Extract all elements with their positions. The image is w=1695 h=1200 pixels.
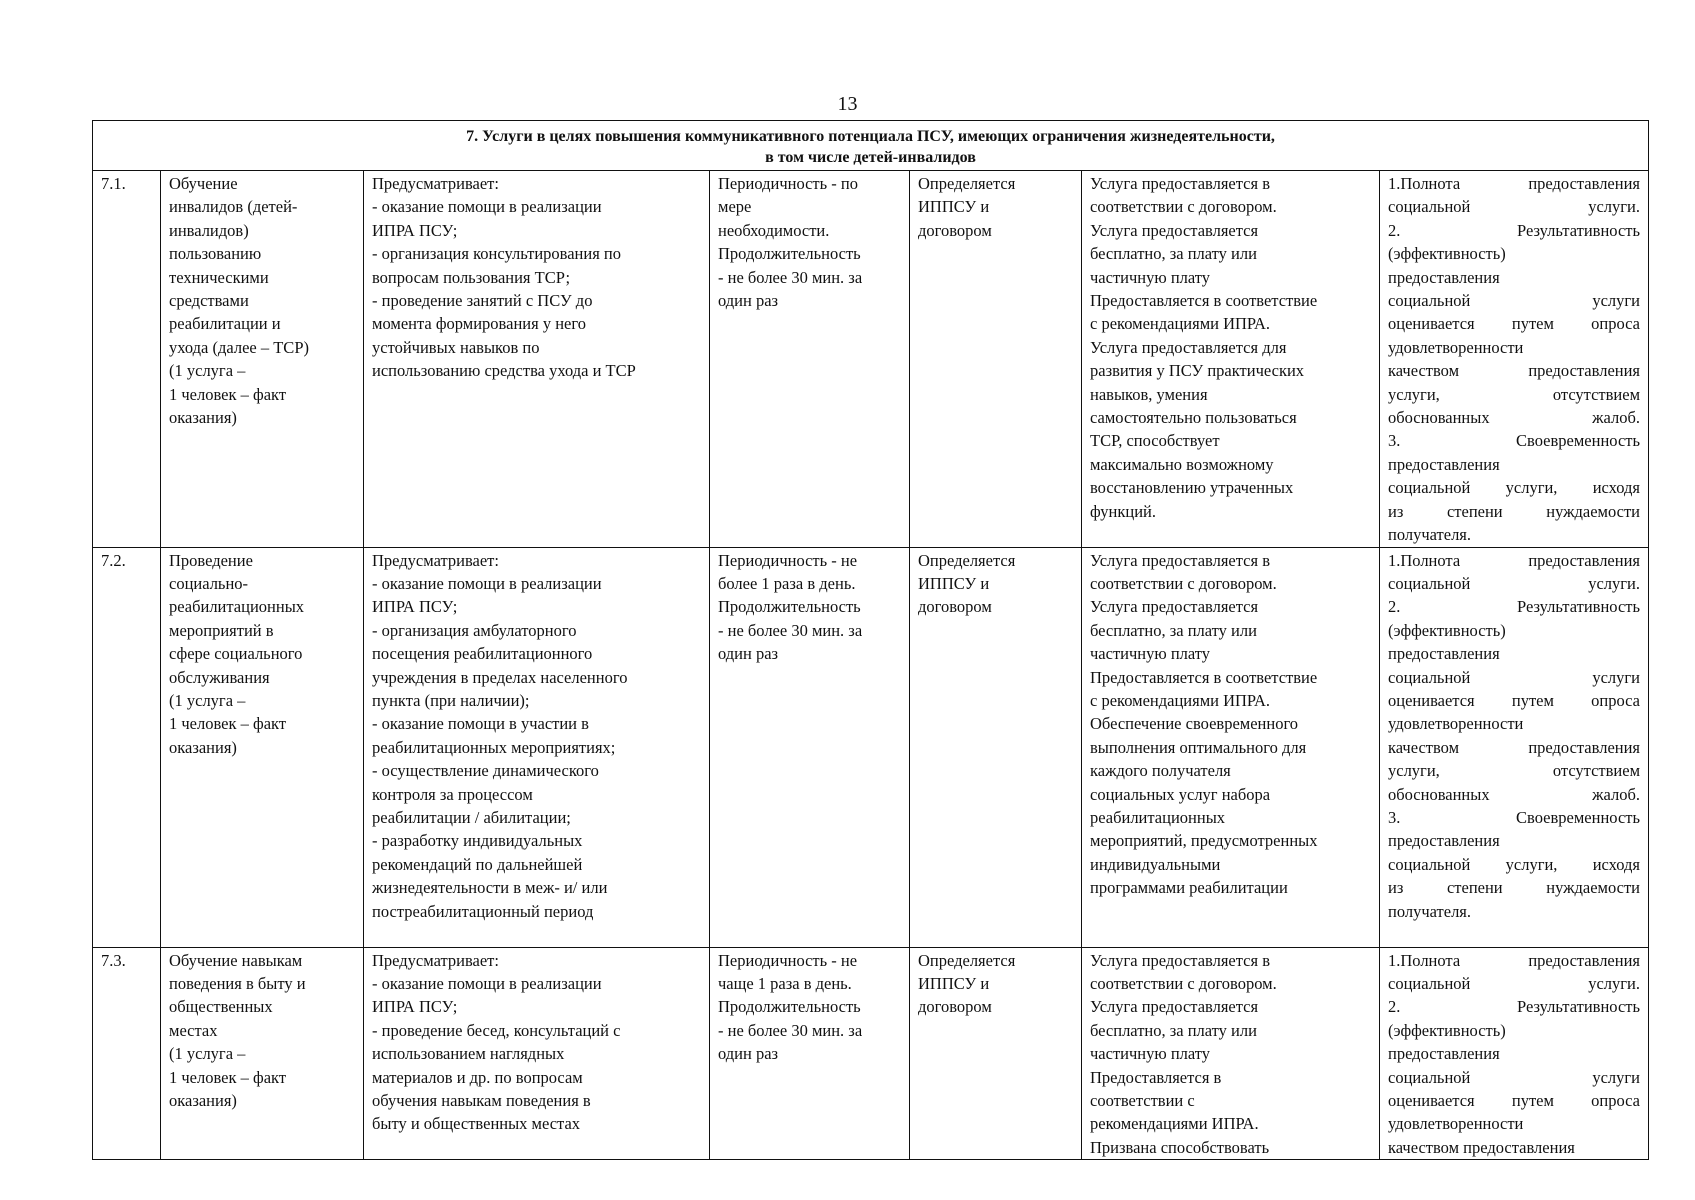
cell-text-line: социальной услуги, исходя: [1388, 854, 1641, 874]
cell-text-line: ИПРА ПСУ;: [372, 220, 458, 240]
cell-text-line: Услуга предоставляется: [1090, 597, 1259, 617]
section-title-line: 7. Услуги в целях повышения коммуникативного потенциала ПСУ, имеющих ограничения жизнедеятельности,: [466, 128, 1275, 145]
cell-text-line: получателя.: [1388, 525, 1472, 545]
cell-text-line: Призвана способствовать: [1090, 1137, 1270, 1157]
cell-text-line: Предоставляется в соответствие: [1090, 667, 1318, 687]
cell-text-line: социальных услуг набора: [1090, 784, 1271, 804]
section-header-row: [93, 121, 1649, 171]
service-conditions-cell: [1082, 947, 1380, 1160]
cell-text-line: Предоставляется в: [1090, 1067, 1222, 1087]
cell-text-line: пользованию: [169, 244, 262, 264]
cell-text-line: Периодичность - по: [718, 174, 858, 193]
cell-text-line: Определяется: [918, 550, 1016, 570]
cell-text-line: 1 человек – факт: [169, 1067, 287, 1087]
section-title: [93, 121, 1649, 171]
cell-text-line: реабилитационных: [169, 597, 305, 617]
cell-text-line: реабилитации / абилитации;: [372, 807, 571, 827]
cell-text-line: соответствии с договором.: [1090, 973, 1277, 993]
cell-text-line: чаще 1 раза в день.: [718, 973, 852, 993]
cell-text-line: 1.Полнота предоставления: [1388, 174, 1641, 193]
cell-text-line: удовлетворенности: [1388, 337, 1524, 357]
cell-text-line: удовлетворенности: [1388, 714, 1524, 734]
cell-text-line: качеством предоставления: [1388, 737, 1641, 757]
cell-text-line: Услуга предоставляется в: [1090, 950, 1270, 970]
cell-text-line: 3. Своевременность: [1388, 431, 1641, 451]
cell-text-line: социальной услуги: [1388, 291, 1641, 311]
cell-text-line: обоснованных жалоб.: [1388, 784, 1641, 804]
cell-text-line: удовлетворенности: [1388, 1114, 1524, 1134]
service-number-cell: 7.3.: [93, 947, 161, 1160]
cell-text-line: (эффективность): [1388, 1020, 1506, 1040]
cell-text-line: договором: [918, 997, 992, 1017]
cell-text-line: Проведение: [169, 550, 253, 570]
cell-text-line: - не более 30 мин. за: [718, 1020, 863, 1040]
cell-text-line: частичную плату: [1090, 267, 1211, 287]
cell-text-line: - оказание помощи в участии в: [372, 714, 589, 734]
cell-text-line: обучения навыкам поведения в: [372, 1090, 591, 1110]
cell-text-line: средствами: [169, 291, 249, 311]
cell-text-line: материалов и др. по вопросам: [372, 1067, 583, 1087]
cell-text-line: Периодичность - не: [718, 550, 858, 570]
cell-text-line: реабилитационных мероприятиях;: [372, 737, 616, 757]
cell-text-line: мероприятий в: [169, 620, 274, 640]
service-conditions-cell: [1082, 547, 1380, 947]
cell-text-line: оценивается путем опроса: [1388, 690, 1641, 710]
cell-text-line: ИППСУ и: [918, 197, 990, 217]
service-determined-cell: [910, 547, 1082, 947]
cell-text-line: качеством предоставления: [1388, 1137, 1575, 1157]
service-determined-cell: [910, 947, 1082, 1160]
cell-text-line: услуги, отсутствием: [1388, 384, 1641, 404]
cell-text-line: договором: [918, 220, 992, 240]
cell-text-line: - организация консультирования по: [372, 244, 621, 264]
cell-text-line: Предоставляется в соответствие: [1090, 291, 1318, 311]
cell-text-line: Определяется: [918, 950, 1016, 970]
cell-text-line: бесплатно, за плату или: [1090, 1020, 1257, 1040]
cell-text-line: постреабилитационный период: [372, 901, 594, 921]
cell-text-line: 3. Своевременность: [1388, 807, 1641, 827]
cell-text-line: - оказание помощи в реализации: [372, 973, 602, 993]
cell-text-line: функций.: [1090, 501, 1156, 521]
cell-text-line: жизнедеятельности в меж- и/ или: [372, 878, 608, 898]
cell-text-line: предоставления: [1388, 454, 1500, 474]
cell-text-line: местах: [169, 1020, 218, 1040]
service-name-cell: [161, 547, 364, 947]
cell-text-line: социальной услуги: [1388, 667, 1641, 687]
cell-text-line: один раз: [718, 644, 779, 664]
service-number-cell: 7.1.: [93, 171, 161, 548]
cell-text-line: бесплатно, за плату или: [1090, 244, 1257, 264]
cell-text-line: ИППСУ и: [918, 973, 990, 993]
cell-text-line: ИПРА ПСУ;: [372, 597, 458, 617]
cell-text-line: один раз: [718, 291, 779, 311]
cell-text-line: предоставления: [1388, 267, 1500, 287]
cell-text-line: частичную плату: [1090, 1044, 1211, 1064]
service-periodicity-cell: [710, 171, 910, 548]
cell-text-line: 2. Результативность: [1388, 997, 1641, 1017]
service-name-cell: [161, 171, 364, 548]
cell-text-line: социальной услуги, исходя: [1388, 478, 1641, 498]
cell-text-line: развития у ПСУ практических: [1090, 361, 1305, 381]
cell-text-line: ИПРА ПСУ;: [372, 997, 458, 1017]
cell-text-line: Предусматривает:: [372, 174, 499, 193]
cell-text-line: (эффективность): [1388, 620, 1506, 640]
cell-text-line: более 1 раза в день.: [718, 573, 856, 593]
cell-text-line: Обучение: [169, 174, 238, 193]
cell-text-line: оказания): [169, 737, 237, 757]
cell-text-line: - оказание помощи в реализации: [372, 573, 602, 593]
cell-text-line: обслуживания: [169, 667, 270, 687]
cell-text-line: соответствии с договором.: [1090, 573, 1277, 593]
cell-text-line: оценивается путем опроса: [1388, 1090, 1641, 1110]
cell-text-line: пункта (при наличии);: [372, 690, 530, 710]
cell-text-line: выполнения оптимального для: [1090, 737, 1307, 757]
cell-text-line: обоснованных жалоб.: [1388, 408, 1641, 428]
cell-text-line: 1 человек – факт: [169, 384, 287, 404]
service-criteria-cell: [1380, 171, 1649, 548]
cell-text-line: оказания): [169, 408, 237, 428]
cell-text-line: соответствии с договором.: [1090, 197, 1277, 217]
cell-text-line: программами реабилитации: [1090, 878, 1288, 898]
cell-text-line: - не более 30 мин. за: [718, 267, 863, 287]
services-table: [92, 120, 1649, 1160]
cell-text-line: инвалидов): [169, 220, 249, 240]
cell-text-line: восстановлению утраченных: [1090, 478, 1294, 498]
cell-text-line: использованием наглядных: [372, 1044, 565, 1064]
cell-text-line: (эффективность): [1388, 244, 1506, 264]
service-number-cell: 7.2.: [93, 547, 161, 947]
cell-text-line: Определяется: [918, 174, 1016, 193]
cell-text-line: - проведение занятий с ПСУ до: [372, 291, 593, 311]
cell-text-line: Услуга предоставляется в: [1090, 174, 1270, 193]
cell-text-line: контроля за процессом: [372, 784, 533, 804]
cell-text-line: максимально возможному: [1090, 454, 1274, 474]
cell-text-line: индивидуальными: [1090, 854, 1221, 874]
cell-text-line: реабилитационных: [1090, 807, 1226, 827]
cell-text-line: Предусматривает:: [372, 950, 499, 970]
cell-text-line: договором: [918, 597, 992, 617]
cell-text-line: с рекомендациями ИПРА.: [1090, 314, 1271, 334]
service-determined-cell: [910, 171, 1082, 548]
cell-text-line: - проведение бесед, консультаций с: [372, 1020, 621, 1040]
cell-text-line: использованию средства ухода и ТСР: [372, 361, 636, 381]
cell-text-line: Периодичность - не: [718, 950, 858, 970]
cell-text-line: (1 услуга –: [169, 690, 246, 710]
cell-text-line: - не более 30 мин. за: [718, 620, 863, 640]
cell-text-line: предоставления: [1388, 1044, 1500, 1064]
cell-text-line: - разработку индивидуальных: [372, 831, 583, 851]
cell-text-line: 1.Полнота предоставления: [1388, 950, 1641, 970]
cell-text-line: ТСР, способствует: [1090, 431, 1220, 451]
cell-text-line: реабилитации и: [169, 314, 281, 334]
cell-text-line: 1.Полнота предоставления: [1388, 550, 1641, 570]
cell-text-line: социальной услуги.: [1388, 973, 1641, 993]
cell-text-line: быту и общественных местах: [372, 1114, 581, 1134]
cell-text-line: социальной услуги.: [1388, 573, 1641, 593]
cell-text-line: ИППСУ и: [918, 573, 990, 593]
table-row: [93, 171, 1649, 548]
cell-text-line: из степени нуждаемости: [1388, 878, 1641, 898]
cell-text-line: частичную плату: [1090, 644, 1211, 664]
cell-text-line: - организация амбулаторного: [372, 620, 577, 640]
service-periodicity-cell: [710, 947, 910, 1160]
cell-text-line: навыков, умения: [1090, 384, 1208, 404]
service-description-cell: [364, 171, 710, 548]
service-description-cell: [364, 947, 710, 1160]
cell-text-line: получателя.: [1388, 901, 1472, 921]
cell-text-line: ухода (далее – ТСР): [169, 337, 309, 357]
cell-text-line: (1 услуга –: [169, 1044, 246, 1064]
cell-text-line: общественных: [169, 997, 273, 1017]
cell-text-line: рекомендаций по дальнейшей: [372, 854, 583, 874]
cell-text-line: необходимости.: [718, 220, 830, 240]
cell-text-line: один раз: [718, 1044, 779, 1064]
table-row: [93, 547, 1649, 947]
cell-text-line: услуги, отсутствием: [1388, 761, 1641, 781]
cell-text-line: социальной услуги.: [1388, 197, 1641, 217]
cell-text-line: бесплатно, за плату или: [1090, 620, 1257, 640]
service-criteria-cell: [1380, 947, 1649, 1160]
cell-text-line: устойчивых навыков по: [372, 337, 540, 357]
cell-text-line: оказания): [169, 1090, 237, 1110]
section-title-line: в том числе детей-инвалидов: [765, 149, 976, 166]
service-conditions-cell: [1082, 171, 1380, 548]
cell-text-line: оценивается путем опроса: [1388, 314, 1641, 334]
cell-text-line: Продолжительность: [718, 597, 861, 617]
cell-text-line: поведения в быту и: [169, 973, 306, 993]
cell-text-line: Услуга предоставляется: [1090, 997, 1259, 1017]
cell-text-line: Услуга предоставляется для: [1090, 337, 1287, 357]
cell-text-line: мероприятий, предусмотренных: [1090, 831, 1318, 851]
service-criteria-cell: [1380, 547, 1649, 947]
cell-text-line: предоставления: [1388, 831, 1500, 851]
cell-text-line: Услуга предоставляется: [1090, 220, 1259, 240]
cell-text-line: Предусматривает:: [372, 550, 499, 570]
cell-text-line: Услуга предоставляется в: [1090, 550, 1270, 570]
service-name-cell: [161, 947, 364, 1160]
cell-text-line: 2. Результативность: [1388, 220, 1641, 240]
cell-text-line: момента формирования у него: [372, 314, 586, 334]
cell-text-line: учреждения в пределах населенного: [372, 667, 628, 687]
cell-text-line: каждого получателя: [1090, 761, 1231, 781]
cell-text-line: Обеспечение своевременного: [1090, 714, 1299, 734]
cell-text-line: социально-: [169, 573, 249, 593]
cell-text-line: Продолжительность: [718, 244, 861, 264]
table-row: [93, 947, 1649, 1160]
cell-text-line: вопросам пользования ТСР;: [372, 267, 571, 287]
cell-text-line: из степени нуждаемости: [1388, 501, 1641, 521]
page-number: 13: [837, 93, 858, 115]
cell-text-line: техническими: [169, 267, 269, 287]
cell-text-line: качеством предоставления: [1388, 361, 1641, 381]
cell-text-line: 1 человек – факт: [169, 714, 287, 734]
cell-text-line: предоставления: [1388, 644, 1500, 664]
cell-text-line: с рекомендациями ИПРА.: [1090, 690, 1271, 710]
cell-text-line: 2. Результативность: [1388, 597, 1641, 617]
cell-text-line: Продолжительность: [718, 997, 861, 1017]
cell-text-line: посещения реабилитационного: [372, 644, 593, 664]
cell-text-line: инвалидов (детей-: [169, 197, 298, 217]
cell-text-line: самостоятельно пользоваться: [1090, 408, 1297, 428]
cell-text-line: - осуществление динамического: [372, 761, 599, 781]
cell-text-line: - оказание помощи в реализации: [372, 197, 602, 217]
service-description-cell: [364, 547, 710, 947]
cell-text-line: соответствии с: [1090, 1090, 1195, 1110]
cell-text-line: сфере социального: [169, 644, 303, 664]
cell-text-line: (1 услуга –: [169, 361, 246, 381]
cell-text-line: мере: [718, 197, 752, 217]
cell-text-line: рекомендациями ИПРА.: [1090, 1114, 1259, 1134]
service-periodicity-cell: [710, 547, 910, 947]
cell-text-line: Обучение навыкам: [169, 950, 303, 970]
cell-text-line: социальной услуги: [1388, 1067, 1641, 1087]
